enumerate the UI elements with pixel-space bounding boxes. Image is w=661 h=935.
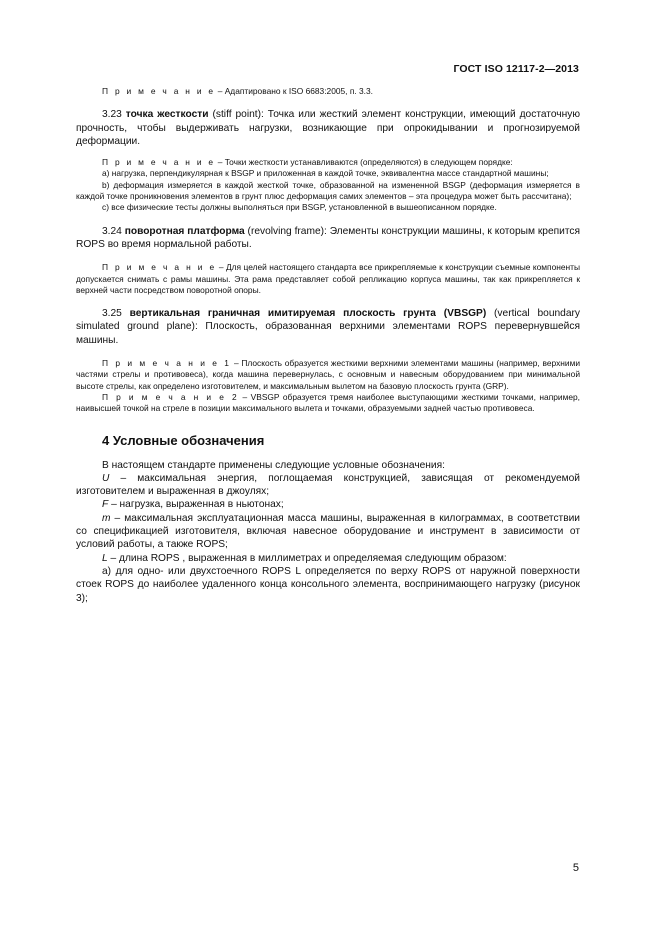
term-definition: (vertical boundary simulated ground plane): Плоскость, образованная верхними элементами ROPS перевернувшейся машины. bbox=[76, 308, 580, 346]
document-body bbox=[76, 86, 580, 605]
term-title: поворотная платформа bbox=[124, 225, 245, 237]
note-label: П р и м е ч а н и е 2 bbox=[102, 391, 239, 402]
term-title: точка жесткости bbox=[125, 109, 209, 121]
symbol-L-item-a: а) для одно- или двухстоечного ROPS L определяется по верху ROPS от наружной поверхности стоек ROPS до наиболее удаленного конца консольного элемента, воспринимающего нагрузку (рисунок 3); bbox=[76, 565, 580, 604]
note-1-3-25 bbox=[76, 358, 580, 392]
symbol: U bbox=[102, 472, 110, 484]
symbol-definition: – нагрузка, выраженная в ньютонах; bbox=[108, 499, 284, 511]
note-text: – Для целей настоящего стандарта все прикрепляемые к конструкции съемные компоненты допускается снимать с рамы машины. Эта рама представляет собой репликацию корпуса машины, так как прикрепляется к верхней части посредством поворотной опоры. bbox=[76, 262, 580, 295]
symbol: m bbox=[102, 512, 111, 524]
symbol-definition: – длина ROPS , выраженная в миллиметрах и определяемая следующим образом: bbox=[107, 552, 507, 564]
term-number: 3.23 bbox=[102, 109, 126, 121]
section-4-heading: 4 Условные обозначения bbox=[102, 432, 265, 448]
symbol: L bbox=[102, 552, 108, 564]
term-number: 3.24 bbox=[102, 225, 125, 237]
note-label: П р и м е ч а н и е bbox=[102, 86, 216, 96]
section-4-intro: В настоящем стандарте применены следующие условные обозначения: bbox=[102, 459, 445, 471]
symbol-F bbox=[76, 498, 580, 511]
term-definition: (stiff point): Точка или жесткий элемент конструкции, имеющий достаточную прочность, чтобы выдерживать нагрузки, возникающие при опрокидывании и прогнозируемой деформации. bbox=[76, 109, 580, 147]
note-label: П р и м е ч а н и е 1 bbox=[102, 358, 232, 369]
note-3-23-item-b: b) деформация измеряется в каждой жесткой точке, образованной на измененной BSGP (деформация измеряется в каждой точке проникновения элементов в грунт плюс деформация самих элементов – эта процедура может быть рассчитана); bbox=[76, 179, 580, 202]
note-3-22 bbox=[76, 86, 580, 97]
note-label: П р и м е ч а н и е bbox=[102, 157, 216, 168]
page-number: 5 bbox=[572, 862, 579, 874]
document-id-header: ГОСТ ISO 12117-2—2013 bbox=[453, 63, 579, 75]
symbol-definition: – максимальная энергия, поглощаемая конструкцией, зависящая от рекомендуемой изготовителем и выраженная в джоулях; bbox=[76, 472, 580, 498]
term-title: вертикальная граничная имитируемая плоскость грунта (VBSGP) bbox=[129, 308, 487, 320]
term-definition: (revolving frame): Элементы конструкции машины, к которым крепится ROPS во время нормальной работы. bbox=[76, 225, 580, 250]
note-2-3-25 bbox=[76, 392, 580, 415]
term-3-23 bbox=[76, 108, 580, 148]
note-text: – VBSGP образуется тремя наиболее выступающими жесткими точками, например, наивысшей точкой на стреле в позиции максимального вылета и точками, образуемыми задней частью противовеса. bbox=[76, 391, 580, 414]
note-text: – Адаптировано к ISO 6683:2005, п. 3.3. bbox=[215, 86, 373, 96]
symbol-definition: – максимальная эксплуатационная масса машины, выраженная в килограммах, в соответствии со спецификацией изготовителя, включая навесное оборудование и инструмент в зависимости от условий работы, а также ROPS; bbox=[76, 512, 580, 551]
symbol-L bbox=[76, 552, 580, 565]
term-3-25 bbox=[76, 307, 580, 347]
symbol-U bbox=[76, 472, 580, 499]
note-text: – Плоскость образуется жесткими верхними элементами машины (например, верхними частями стрелы и противовеса), когда машина перевернулась, с основным и навесным оборудованием при минимальной высоте стрелы, как определено изготовителем, и максимальным вылетом на базовую плоскость грунта (GRP). bbox=[76, 358, 581, 391]
term-3-24 bbox=[76, 225, 580, 252]
note-3-24 bbox=[76, 262, 580, 296]
note-text: – Точки жесткости устанавливаются (определяются) в следующем порядке: bbox=[215, 157, 513, 168]
term-number: 3.25 bbox=[102, 308, 130, 320]
note-3-23 bbox=[76, 157, 580, 168]
note-label: П р и м е ч а н и е bbox=[102, 262, 217, 273]
symbol-m bbox=[76, 512, 580, 552]
note-3-23-item-a: a) нагрузка, перпендикулярная к BSGP и приложенная в каждой точке, эквивалентна массе стандартной машины; bbox=[102, 168, 549, 179]
note-3-23-item-c: c) все физические тесты должны выполняться при BSGP, установленной в вышеописанном порядке. bbox=[102, 202, 497, 213]
symbol: F bbox=[102, 499, 109, 511]
